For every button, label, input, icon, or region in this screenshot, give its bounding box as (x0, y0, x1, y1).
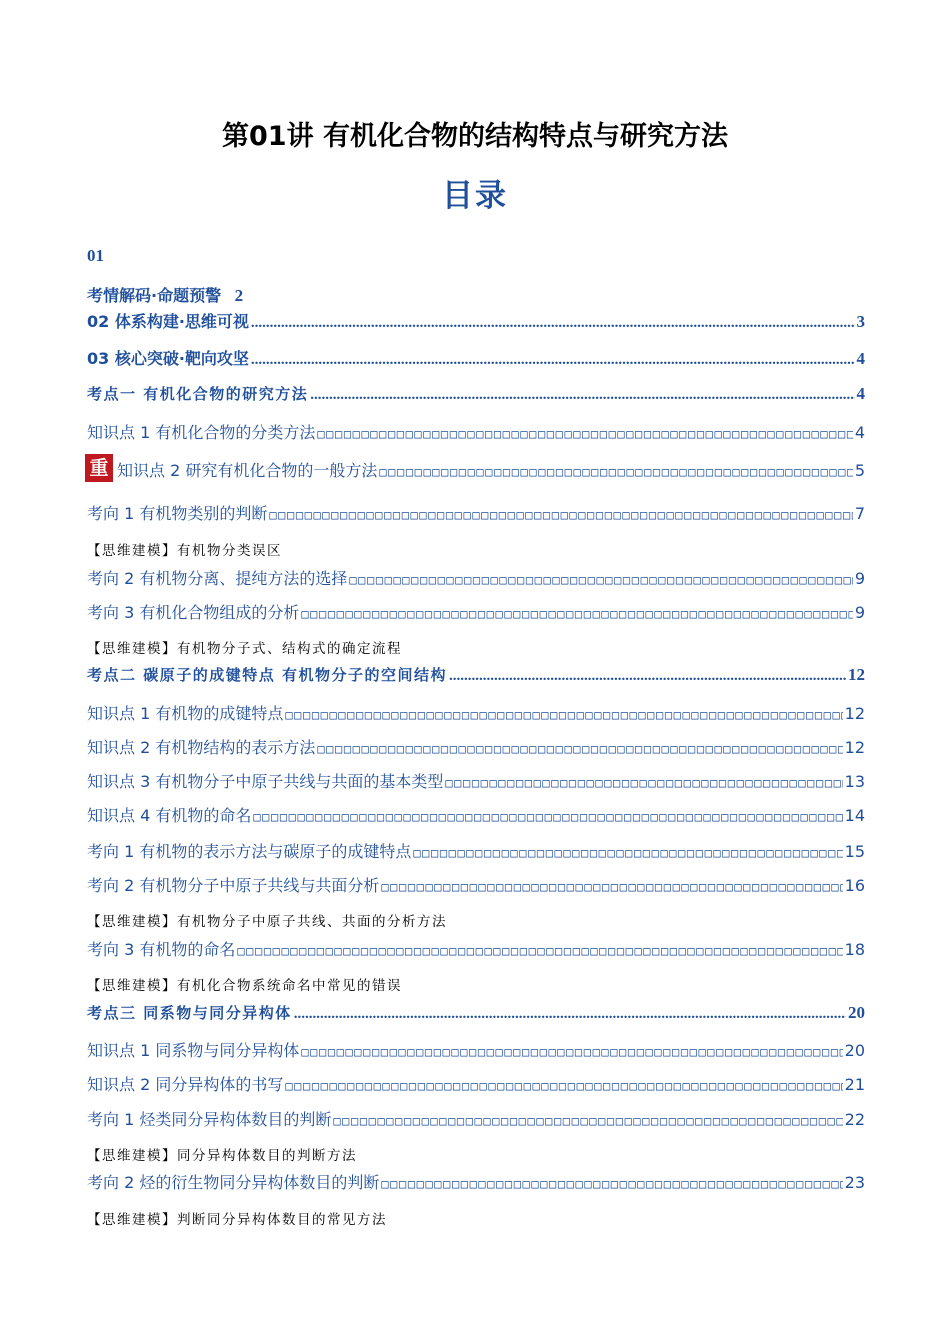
toc-leader-dots (251, 352, 855, 369)
toc-entry-label: 考向 3 有机化合物组成的分析 (87, 603, 300, 622)
toc-topic-entry[interactable] (87, 839, 865, 862)
toc-topic-entry[interactable] (87, 420, 865, 443)
toc-topic-entry[interactable] (87, 600, 865, 623)
toc-entry-label: 考向 2 有机物分离、提纯方法的选择 (87, 569, 348, 588)
toc-thinking-note: 【思维建模】同分异构体数目的判断方法 (87, 1148, 357, 1164)
toc-leader-dots (310, 387, 854, 404)
toc-leader-dots (449, 668, 846, 685)
toc-entry-page: 9 (854, 569, 865, 588)
toc-topic-entry[interactable] (87, 458, 865, 481)
toc-intro-label: 考情解码·命题预警 (87, 286, 222, 305)
toc-exam-point-entry[interactable] (87, 383, 865, 404)
toc-intro-page: 2 (234, 286, 244, 305)
toc-leader-dots (381, 880, 842, 894)
toc-thinking-note: 【思维建模】有机物分子式、结构式的确定流程 (87, 641, 402, 657)
toc-leader-dots (445, 776, 842, 790)
toc-heading: 目录 (442, 178, 508, 214)
toc-leader-dots (253, 810, 842, 824)
toc-entry-page: 15 (844, 842, 865, 861)
toc-topic-entry[interactable] (87, 735, 865, 758)
toc-entry-label: 知识点 1 同系物与同分异构体 (87, 1041, 300, 1060)
toc-intro-entry[interactable] (87, 283, 243, 306)
toc-topic-entry[interactable] (87, 501, 865, 524)
toc-entry-label: 知识点 2 同分异构体的书写 (87, 1075, 284, 1094)
toc-entry-label: 考向 1 有机物的表示方法与碳原子的成键特点 (87, 842, 412, 861)
toc-leader-dots (317, 427, 852, 441)
toc-entry-page: 7 (854, 504, 865, 523)
toc-exam-point-entry[interactable] (87, 1002, 865, 1023)
toc-leader-dots (413, 846, 842, 860)
toc-thinking-note: 【思维建模】有机物分子中原子共线、共面的分析方法 (87, 914, 447, 930)
toc-leader-dots (301, 607, 852, 621)
toc-entry-page: 14 (844, 806, 865, 825)
toc-topic-entry[interactable] (87, 769, 865, 792)
toc-entry-page: 13 (844, 772, 865, 791)
key-point-badge-icon: 重 (85, 454, 113, 482)
toc-entry-label: 知识点 2 有机物结构的表示方法 (87, 738, 316, 757)
toc-section-entry[interactable] (87, 309, 865, 332)
toc-entry-label: 考向 1 烃类同分异构体数目的判断 (87, 1110, 332, 1129)
toc-section-entry[interactable] (87, 346, 865, 369)
toc-leader-dots (237, 944, 842, 958)
toc-topic-entry[interactable] (87, 566, 865, 589)
toc-topic-entry[interactable] (87, 937, 865, 960)
toc-topic-entry[interactable] (87, 1072, 865, 1095)
toc-leader-dots (381, 1177, 842, 1191)
toc-entry-page: 4 (856, 384, 865, 403)
toc-entry-label: 考向 3 有机物的命名 (87, 940, 236, 959)
toc-leader-dots (251, 315, 855, 332)
toc-leader-dots (301, 1045, 842, 1059)
toc-topic-entry[interactable] (87, 1170, 865, 1193)
toc-leader-dots (294, 1006, 846, 1023)
toc-entry-label: 知识点 1 有机化合物的分类方法 (87, 423, 316, 442)
toc-entry-page: 22 (844, 1110, 865, 1129)
toc-leader-dots (269, 508, 852, 522)
toc-entry-label: 考向 2 烃的衍生物同分异构体数目的判断 (87, 1173, 380, 1192)
toc-intro-number[interactable]: 01 (87, 246, 104, 265)
toc-entry-label: 知识点 3 有机物分子中原子共线与共面的基本类型 (87, 772, 444, 791)
toc-entry-page: 20 (848, 1003, 865, 1022)
toc-entry-page: 12 (844, 738, 865, 757)
toc-entry-label: 知识点 1 有机物的成键特点 (87, 704, 284, 723)
toc-entry-label: 考点二 碳原子的成键特点 有机物分子的空间结构 (87, 666, 447, 684)
toc-entry-page: 12 (848, 665, 865, 684)
toc-entry-page: 4 (856, 349, 865, 368)
toc-entry-page: 18 (844, 940, 865, 959)
toc-entry-label: 考向 1 有机物类别的判断 (87, 504, 268, 523)
toc-topic-entry[interactable] (87, 803, 865, 826)
toc-entry-label: 考向 2 有机物分子中原子共线与共面分析 (87, 876, 380, 895)
toc-entry-label: 知识点 2 研究有机化合物的一般方法 (117, 461, 378, 480)
toc-topic-entry[interactable] (87, 873, 865, 896)
toc-entry-label: 02 体系构建·思维可视 (87, 312, 249, 331)
toc-topic-entry[interactable] (87, 1107, 865, 1130)
toc-entry-label: 考点一 有机化合物的研究方法 (87, 385, 309, 403)
toc-entry-page: 3 (856, 312, 865, 331)
toc-entry-label: 知识点 4 有机物的命名 (87, 806, 252, 825)
toc-entry-page: 5 (854, 461, 865, 480)
toc-leader-dots (349, 573, 852, 587)
toc-thinking-note: 【思维建模】有机物分类误区 (87, 543, 282, 559)
toc-thinking-note: 【思维建模】判断同分异构体数目的常见方法 (87, 1212, 387, 1228)
toc-thinking-note: 【思维建模】有机化合物系统命名中常见的错误 (87, 978, 402, 994)
toc-entry-page: 23 (844, 1173, 865, 1192)
toc-entry-page: 20 (844, 1041, 865, 1060)
toc-entry-page: 9 (854, 603, 865, 622)
toc-leader-dots (379, 465, 852, 479)
toc-leader-dots (333, 1114, 842, 1128)
page-title: 第01讲 有机化合物的结构特点与研究方法 (222, 121, 728, 152)
toc-entry-page: 21 (844, 1075, 865, 1094)
toc-leader-dots (317, 742, 842, 756)
toc-topic-entry[interactable] (87, 701, 865, 724)
toc-exam-point-entry[interactable] (87, 664, 865, 685)
toc-entry-page: 12 (844, 704, 865, 723)
toc-entry-label: 考点三 同系物与同分异构体 (87, 1004, 292, 1022)
toc-leader-dots (285, 1079, 842, 1093)
toc-topic-entry[interactable] (87, 1038, 865, 1061)
toc-entry-label: 03 核心突破·靶向攻坚 (87, 349, 249, 368)
toc-entry-page: 16 (844, 876, 865, 895)
toc-entry-page: 4 (854, 423, 865, 442)
toc-leader-dots (285, 708, 842, 722)
